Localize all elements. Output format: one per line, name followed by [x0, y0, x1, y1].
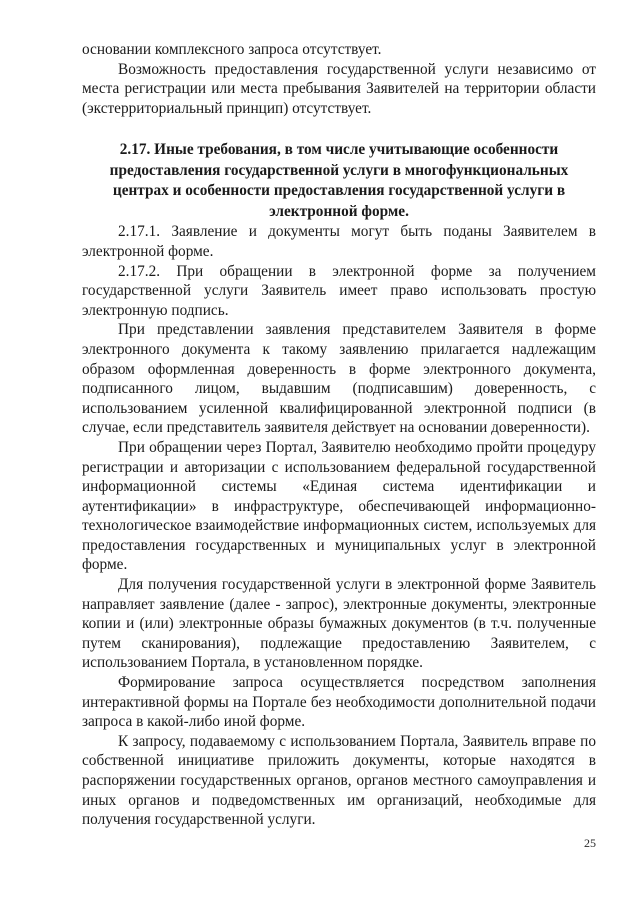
document-page	[82, 40, 596, 830]
page-number: 25	[584, 836, 596, 850]
paragraph-continuation: основании комплексного запроса отсутствует.	[82, 41, 382, 58]
section-heading: 2.17. Иные требования, в том числе учитывающие особенности предоставления государственной услуги в многофункциональных центрах и особенности предоставления государственной услуги в электронной форме.	[109, 141, 569, 220]
paragraph-extraterritorial: Возможность предоставления государственной услуги независимо от места регистрации или места пребывания Заявителей на территории области (экстерриториальный принцип) отсутствует.	[82, 60, 596, 117]
paragraph-attachments: К запросу, подаваемому с использованием Портала, Заявитель вправе по собственной инициативе приложить документы, которые находятся в распоряжении государственных органов, органов местного самоуправления и иных органов и подведомственных им организаций, необходимые для получения государственной услуги.	[82, 732, 596, 829]
paragraph-representative: При представлении заявления представителем Заявителя в форме электронного документа к такому заявлению прилагается надлежащим образом оформленная доверенность в форме электронного документа, подписанного лицом, выдавшим (подписавшим) доверенность, с использованием усиленной квалифицированной электронной подписи (в случае, если представитель заявителя действует на основании доверенности).	[82, 321, 596, 437]
paragraph-request-formation: Формирование запроса осуществляется посредством заполнения интерактивной формы на Портале без необходимости дополнительной подачи запроса в какой-либо иной форме.	[82, 674, 596, 731]
paragraph-request-submission: Для получения государственной услуги в электронной форме Заявитель направляет заявление (далее - запрос), электронные документы, электронные копии и (или) электронные образы бумажных документов (в т.ч. полученные путем сканирования), подлежащие предоставлению Заявителем, с использованием Портала, в установленном порядке.	[82, 576, 596, 672]
paragraph-2-17-2: 2.17.2. При обращении в электронной форме за получением государственной услуги Заявитель имеет право использовать простую электронную подпись.	[82, 262, 596, 319]
paragraph-portal-registration: При обращении через Портал, Заявителю необходимо пройти процедуру регистрации и авторизации с использованием федеральной государственной информационной системы «Единая система идентификации и аутентификации» в инфраструктуре, обеспечивающей информационно-технологическое взаимодействие информационных систем, используемых для предоставления государственных и муниципальных услуг в электронной форме.	[82, 438, 596, 574]
paragraph-2-17-1: 2.17.1. Заявление и документы могут быть поданы Заявителем в электронной форме.	[82, 223, 596, 260]
